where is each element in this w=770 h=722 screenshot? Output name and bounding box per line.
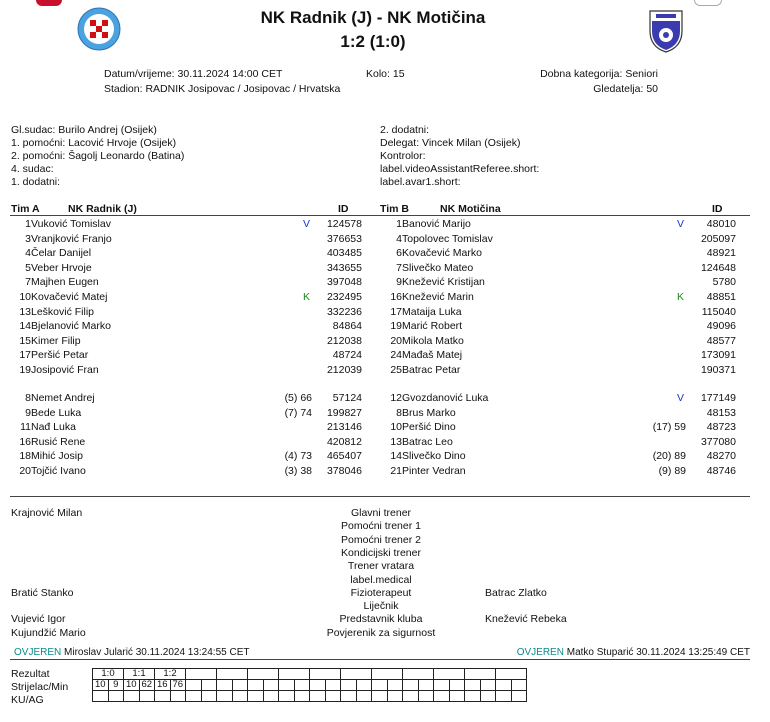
player-number: 1	[25, 218, 31, 230]
ku-ag-cell	[387, 691, 403, 702]
ku-ag-cell	[139, 691, 155, 702]
scorer-minute-cell	[387, 680, 403, 691]
lineup-divider	[10, 496, 750, 497]
scorer-minute-cell	[217, 680, 233, 691]
player-number: 21	[390, 465, 402, 477]
result-score-cell	[217, 669, 248, 680]
result-score-cell	[434, 669, 465, 680]
player-name: Marić Robert	[402, 320, 463, 333]
staff-member-away: Knežević Rebeka	[485, 613, 567, 626]
player-number: 10	[390, 421, 402, 434]
result-score-cell	[341, 669, 372, 680]
player-number: 5	[25, 261, 31, 274]
player-name: Nađ Luka	[31, 421, 76, 434]
player-number: 16	[390, 291, 402, 303]
staff-member-home: Bratić Stanko	[11, 586, 74, 599]
ku-ag-cell	[480, 691, 496, 702]
player-id: 48921	[706, 247, 736, 260]
player-id: 173091	[700, 349, 736, 362]
player-id: 48851	[706, 291, 736, 303]
team-b-label: Tim B	[380, 203, 409, 215]
scorer-minute-cell: 9	[108, 680, 124, 691]
scorer-minute-cell	[418, 680, 434, 691]
ku-ag-cell	[418, 691, 434, 702]
official-line: 1. dodatni:	[11, 176, 61, 188]
ku-ag-cell	[155, 691, 171, 702]
player-name: Slivečko Dino	[402, 450, 466, 463]
official-line: label.avar1.short:	[380, 176, 461, 188]
staff-role: label.medical	[350, 573, 412, 586]
staff-role: Pomoćni trener 2	[341, 533, 421, 546]
player-id: 48153	[706, 406, 736, 419]
player-name: Peršić Petar	[31, 349, 89, 362]
staff-member-home: Krajnović Milan	[11, 507, 83, 519]
player-number: 10	[19, 291, 31, 303]
player-id: 124648	[700, 261, 736, 274]
player-name: Brus Marko	[402, 406, 456, 419]
player-id: 48270	[706, 450, 736, 463]
result-score-cell: 1:1	[124, 669, 155, 680]
staff-role: Fizioterapeut	[350, 586, 412, 599]
team-a-name: NK Radnik (J)	[68, 203, 137, 215]
verified-by: Miroslav Jularić 30.11.2024 13:24:55 CET	[64, 647, 250, 658]
player-name: Mihić Josip	[31, 450, 83, 463]
ku-ag-cell	[186, 691, 202, 702]
verification-divider	[10, 659, 750, 660]
ku-ag-cell	[263, 691, 279, 702]
player-name: Lešković Filip	[31, 305, 95, 318]
player-name: Mađaš Matej	[402, 349, 463, 362]
player-number: 13	[19, 305, 31, 318]
ku-ag-cell	[465, 691, 481, 702]
result-score-cell	[279, 669, 310, 680]
player-name: Čelar Danijel	[31, 247, 92, 260]
ku-ag-cell	[496, 691, 512, 702]
player-name: Banović Marijo	[402, 218, 471, 230]
player-number: 7	[396, 261, 402, 274]
player-id: 177149	[700, 392, 736, 404]
scorer-minute-cell: 62	[139, 680, 155, 691]
player-id: 378046	[326, 465, 362, 477]
substitution-info: (9) 89	[658, 465, 686, 477]
player-name: Kimer Filip	[31, 334, 81, 347]
scorer-minute-cell	[341, 680, 357, 691]
player-name: Mikola Matko	[402, 334, 464, 347]
player-name: Bjelanović Marko	[31, 320, 111, 333]
ku-ag-cell	[201, 691, 217, 702]
player-name: Topolovec Tomislav	[402, 232, 493, 245]
team-b-name: NK Motičina	[440, 203, 501, 215]
player-number: 15	[19, 334, 31, 347]
nk-radnik-logo	[77, 7, 121, 54]
scorer-minute-cell	[263, 680, 279, 691]
player-name: Bede Luka	[31, 406, 82, 419]
ku-ag-cell	[434, 691, 450, 702]
scorer-minute-cell	[248, 680, 264, 691]
official-line: Gl.sudac: Burilo Andrej (Osijek)	[11, 124, 157, 136]
player-number: 13	[390, 435, 402, 448]
staff-role: Glavni trener	[350, 507, 412, 519]
result-score-cell	[310, 669, 341, 680]
top-left-partial-logo	[36, 0, 62, 6]
ku-ag-cell	[449, 691, 465, 702]
player-number: 1	[396, 218, 402, 230]
player-id: 376653	[326, 232, 362, 245]
result-score-cell	[186, 669, 217, 680]
ku-ag-cell	[372, 691, 388, 702]
player-id: 5780	[712, 276, 736, 289]
official-line: 2. pomoćni: Šagolj Leonardo (Batina)	[11, 150, 185, 162]
official-line: label.videoAssistantReferee.short:	[380, 163, 540, 175]
scorer-minute-cell	[511, 680, 527, 691]
nk-moticina-logo	[648, 5, 684, 56]
player-name: Rusić Rene	[31, 435, 86, 448]
team-b-id-label: ID	[712, 203, 723, 215]
player-name: Slivečko Mateo	[402, 261, 474, 274]
staff-role: Pomoćni trener 1	[341, 520, 421, 533]
scorer-minute-cell: 10	[93, 680, 109, 691]
player-id: 332236	[326, 305, 362, 318]
player-number: 11	[20, 421, 31, 434]
player-id: 199827	[326, 406, 362, 419]
verification-right	[517, 647, 750, 658]
player-id: 465407	[326, 450, 362, 463]
team-a-label: Tim A	[11, 203, 40, 215]
player-id: 48010	[706, 218, 736, 230]
ku-ag-cell	[124, 691, 140, 702]
result-score-cell	[403, 669, 434, 680]
official-line: Delegat: Vincek Milan (Osijek)	[380, 137, 521, 149]
player-id: 212039	[326, 364, 362, 376]
match-spectators: Gledatelja: 50	[593, 83, 658, 95]
ku-ag-cell	[341, 691, 357, 702]
scorer-minute-cell	[186, 680, 202, 691]
result-score-cell	[248, 669, 279, 680]
ku-ag-cell	[248, 691, 264, 702]
player-number: 20	[390, 334, 402, 347]
match-round: Kolo: 15	[366, 68, 405, 80]
player-name: Kovačević Matej	[31, 291, 108, 303]
verification-left	[14, 647, 249, 658]
result-score-cell: 1:0	[93, 669, 124, 680]
player-name: Pinter Vedran	[402, 465, 466, 477]
player-id: 212038	[326, 334, 362, 347]
player-id: 205097	[700, 232, 736, 245]
player-id: 190371	[700, 364, 736, 376]
player-id: 57124	[332, 392, 362, 404]
scorer-minute-cell	[356, 680, 372, 691]
player-name: Kovačević Marko	[402, 247, 482, 260]
substitution-info: (3) 38	[284, 465, 312, 477]
substitution-info: (20) 89	[652, 450, 686, 463]
match-category: Dobna kategorija: Seniori	[540, 68, 658, 80]
staff-role: Kondicijski trener	[341, 546, 421, 559]
player-id: 343655	[326, 261, 362, 274]
scorer-minute-cell	[201, 680, 217, 691]
player-id: 48723	[706, 421, 736, 434]
player-number: 16	[19, 435, 31, 448]
scorer-minute-cell	[232, 680, 248, 691]
result-score-cell: 1:2	[155, 669, 186, 680]
ku-ag-cell	[217, 691, 233, 702]
scorer-minute-cell	[465, 680, 481, 691]
player-mark: V	[677, 218, 685, 230]
player-mark: K	[677, 291, 685, 303]
player-mark: V	[303, 218, 311, 230]
player-number: 18	[19, 450, 31, 463]
player-name: Vranjković Franjo	[31, 232, 112, 245]
player-mark: K	[303, 291, 311, 303]
player-name: Peršić Dino	[402, 421, 456, 434]
player-number: 4	[396, 232, 402, 245]
ku-ag-cell	[279, 691, 295, 702]
player-name: Batrac Petar	[402, 364, 461, 376]
staff-member-home: Vujević Igor	[11, 613, 66, 626]
scorer-minute-cell	[496, 680, 512, 691]
player-id: 124578	[326, 218, 362, 230]
player-number: 6	[396, 247, 402, 260]
team-header-divider	[10, 215, 750, 216]
scorer-minute-cell: 16	[155, 680, 171, 691]
substitution-info: (4) 73	[284, 450, 312, 463]
substitution-info: (7) 74	[284, 406, 312, 419]
player-id: 377080	[700, 435, 736, 448]
ku-ag-cell	[232, 691, 248, 702]
player-number: 17	[390, 305, 402, 318]
match-stadium: Stadion: RADNIK Josipovac / Josipovac / Hrvatska	[104, 83, 341, 95]
scorer-row-label: Strijelac/Min	[11, 681, 69, 693]
staff-member-away: Batrac Zlatko	[485, 586, 547, 599]
player-number: 9	[25, 406, 31, 419]
result-score-cell	[372, 669, 403, 680]
verified-status: OVJEREN	[516, 647, 564, 658]
player-number: 14	[19, 320, 31, 333]
scorer-minute-cell	[310, 680, 326, 691]
player-number: 12	[390, 392, 402, 404]
player-mark: V	[677, 392, 685, 404]
player-name: Majhen Eugen	[31, 276, 99, 289]
ku-ag-row-label: KU/AG	[11, 694, 44, 706]
player-name: Tojčić Ivano	[31, 465, 86, 477]
official-line: 2. dodatni:	[380, 124, 430, 136]
player-number: 3	[25, 232, 31, 245]
player-name: Knežević Marin	[402, 291, 474, 303]
staff-role: Predstavnik kluba	[339, 613, 423, 626]
match-title: NK Radnik (J) - NK Motičina	[260, 8, 486, 27]
player-id: 49096	[706, 320, 736, 333]
player-name: Knežević Kristijan	[402, 276, 485, 289]
result-row-label: Rezultat	[11, 668, 50, 680]
player-number: 24	[390, 349, 402, 362]
player-name: Josipović Fran	[31, 364, 99, 376]
staff-member-home: Kujundžić Mario	[11, 626, 86, 639]
player-id: 48746	[706, 465, 736, 477]
scorer-minute-cell	[403, 680, 419, 691]
verified-status: OVJEREN	[14, 647, 62, 658]
staff-role: Liječnik	[363, 600, 399, 613]
player-number: 25	[390, 364, 402, 376]
player-number: 8	[396, 406, 402, 419]
ku-ag-cell	[170, 691, 186, 702]
team-a-id-label: ID	[338, 203, 349, 215]
match-score: 1:2 (1:0)	[340, 32, 406, 51]
player-number: 7	[25, 276, 31, 289]
player-id: 115040	[701, 305, 736, 318]
scorer-minute-cell	[480, 680, 496, 691]
ku-ag-cell	[93, 691, 109, 702]
official-line: 4. sudac:	[11, 163, 54, 175]
ku-ag-cell	[511, 691, 527, 702]
player-number: 9	[396, 276, 402, 289]
verified-by: Matko Stuparić 30.11.2024 13:25:49 CET	[566, 647, 750, 658]
player-name: Vuković Tomislav	[31, 218, 111, 230]
match-datetime: Datum/vrijeme: 30.11.2024 14:00 CET	[104, 68, 283, 80]
ku-ag-cell	[325, 691, 341, 702]
ku-ag-cell	[356, 691, 372, 702]
staff-role: Trener vratara	[347, 560, 415, 573]
player-id: 213146	[326, 421, 362, 434]
player-name: Batrac Leo	[402, 435, 453, 448]
scorer-minute-cell	[325, 680, 341, 691]
player-number: 8	[25, 392, 31, 404]
ku-ag-cell	[294, 691, 310, 702]
ku-ag-cell	[403, 691, 419, 702]
scorer-minute-cell: 10	[124, 680, 140, 691]
player-number: 17	[19, 349, 31, 362]
result-score-cell	[465, 669, 496, 680]
player-name: Veber Hrvoje	[31, 261, 92, 274]
player-id: 420812	[326, 435, 362, 448]
player-id: 232495	[326, 291, 362, 303]
result-table	[92, 668, 527, 702]
ku-ag-cell	[310, 691, 326, 702]
scorer-minute-cell	[434, 680, 450, 691]
player-name: Gvozdanović Luka	[402, 392, 489, 404]
player-id: 48577	[706, 334, 736, 347]
player-number: 19	[19, 364, 31, 376]
player-id: 84864	[332, 320, 362, 333]
result-score-cell	[496, 669, 527, 680]
scorer-minute-cell: 76	[170, 680, 186, 691]
player-number: 19	[390, 320, 402, 333]
player-number: 14	[390, 450, 402, 463]
player-id: 48724	[332, 349, 362, 362]
player-id: 397048	[326, 276, 362, 289]
player-number: 20	[19, 465, 31, 477]
scorer-minute-cell	[294, 680, 310, 691]
ku-ag-cell	[108, 691, 124, 702]
player-name: Nemet Andrej	[31, 392, 95, 404]
player-name: Mataija Luka	[402, 305, 462, 318]
top-right-partial-logo	[694, 0, 722, 6]
substitution-info: (17) 59	[652, 421, 686, 434]
scorer-minute-cell	[279, 680, 295, 691]
staff-role: Povjerenik za sigurnost	[326, 626, 436, 639]
scorer-minute-cell	[372, 680, 388, 691]
player-number: 4	[25, 247, 31, 260]
official-line: 1. pomoćni: Lacović Hrvoje (Osijek)	[11, 137, 177, 149]
official-line: Kontrolor:	[380, 150, 426, 162]
scorer-minute-cell	[449, 680, 465, 691]
substitution-info: (5) 66	[284, 392, 312, 404]
player-id: 403485	[326, 247, 362, 260]
